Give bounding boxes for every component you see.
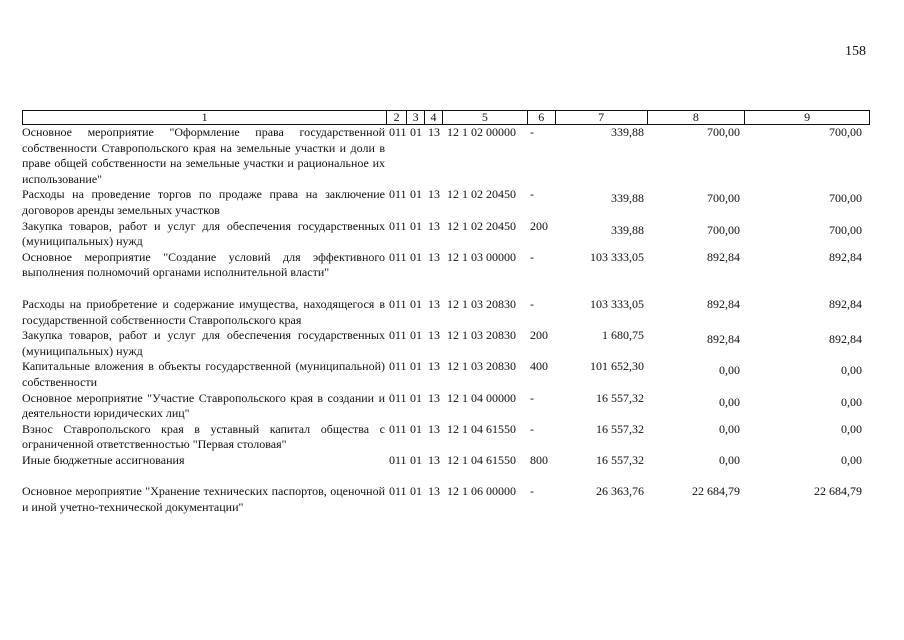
row-amount-col7: 1 680,75 bbox=[602, 328, 644, 343]
row-amount-col8: 0,00 bbox=[719, 421, 740, 436]
row-amount-col9: 892,84 bbox=[829, 296, 862, 311]
row-code-pr: 13 bbox=[428, 359, 440, 374]
row-amount-col9: 0,00 bbox=[841, 394, 862, 409]
row-code-vr: - bbox=[530, 249, 534, 264]
row-code-rz: 01 bbox=[410, 390, 422, 405]
row-code-rz: 01 bbox=[410, 218, 422, 233]
row-amount-col8: 22 684,79 bbox=[692, 484, 740, 499]
header-col-7: 7 bbox=[556, 111, 648, 124]
row-code-csr: 12 1 04 61550 bbox=[447, 452, 516, 467]
row-code-csr: 12 1 02 20450 bbox=[447, 187, 516, 202]
header-col-6: 6 bbox=[528, 111, 556, 124]
table-row bbox=[22, 391, 870, 422]
row-code-csr: 12 1 03 00000 bbox=[447, 249, 516, 264]
row-code-vr: - bbox=[530, 125, 534, 139]
row-amount-col7: 16 557,32 bbox=[596, 452, 644, 467]
table-row bbox=[22, 328, 870, 359]
row-description: Закупка товаров, работ и услуг для обеспечения государственных (муниципальных) нужд bbox=[22, 328, 385, 358]
row-amount-col8: 700,00 bbox=[707, 125, 740, 139]
row-code-gr: 011 bbox=[389, 359, 407, 374]
row-amount-col8: 0,00 bbox=[719, 452, 740, 467]
row-code-vr: - bbox=[530, 421, 534, 436]
row-code-rz: 01 bbox=[410, 187, 422, 202]
row-amount-col8: 700,00 bbox=[707, 191, 740, 206]
header-col-4: 4 bbox=[425, 111, 443, 124]
row-amount-col8: 700,00 bbox=[707, 222, 740, 237]
row-code-gr: 011 bbox=[389, 218, 407, 233]
row-code-vr: 800 bbox=[530, 452, 548, 467]
row-code-gr: 011 bbox=[389, 249, 407, 264]
row-code-csr: 12 1 06 00000 bbox=[447, 484, 516, 499]
row-description: Иные бюджетные ассигнования bbox=[22, 452, 185, 467]
row-description: Закупка товаров, работ и услуг для обеспечения государственных (муниципальных) нужд bbox=[22, 218, 385, 249]
table-row bbox=[22, 359, 870, 390]
row-code-csr: 12 1 04 61550 bbox=[447, 421, 516, 436]
table-row bbox=[22, 125, 870, 187]
row-amount-col9: 892,84 bbox=[829, 332, 862, 347]
row-description: Расходы на проведение торгов по продаже права на заключение договоров аренды земельных участков bbox=[22, 187, 385, 217]
row-code-pr: 13 bbox=[428, 390, 440, 405]
row-code-pr: 13 bbox=[428, 249, 440, 264]
row-code-csr: 12 1 03 20830 bbox=[447, 359, 516, 374]
header-col-5: 5 bbox=[443, 111, 528, 124]
row-amount-col7: 16 557,32 bbox=[596, 390, 644, 405]
header-col-9: 9 bbox=[804, 110, 811, 124]
row-code-vr: - bbox=[530, 484, 534, 499]
row-amount-col9: 700,00 bbox=[829, 222, 862, 237]
row-code-vr: 400 bbox=[530, 359, 548, 374]
row-code-vr: 200 bbox=[530, 328, 548, 343]
row-code-csr: 12 1 02 20450 bbox=[447, 218, 516, 233]
row-code-csr: 12 1 03 20830 bbox=[447, 328, 516, 343]
header-col-1: 1 bbox=[23, 111, 387, 124]
row-code-rz: 01 bbox=[410, 452, 422, 467]
row-code-pr: 13 bbox=[428, 218, 440, 233]
header-col-8: 8 bbox=[648, 111, 746, 124]
header-col-2: 2 bbox=[387, 111, 407, 124]
row-code-rz: 01 bbox=[410, 359, 422, 374]
row-description: Основное мероприятие "Оформление права государственной собственности Ставропольского края на земельные участки и доли в праве общей собственности на земельные участки и рациональное их использование" bbox=[22, 125, 385, 186]
row-amount-col9: 22 684,79 bbox=[814, 484, 862, 499]
table-row bbox=[22, 297, 870, 328]
row-description: Основное мероприятие "Участие Ставропольского края в создании и деятельности юридических лиц" bbox=[22, 390, 385, 421]
row-amount-col8: 0,00 bbox=[719, 363, 740, 378]
row-amount-col7: 339,88 bbox=[611, 222, 644, 237]
row-amount-col7: 103 333,05 bbox=[590, 296, 644, 311]
table-row bbox=[22, 422, 870, 453]
row-code-gr: 011 bbox=[389, 390, 407, 405]
row-amount-col8: 892,84 bbox=[707, 249, 740, 264]
row-code-gr: 011 bbox=[389, 187, 407, 202]
table-row bbox=[22, 219, 870, 250]
page-number: 158 bbox=[845, 44, 866, 59]
row-code-vr: - bbox=[530, 187, 534, 202]
row-amount-col7: 339,88 bbox=[611, 191, 644, 206]
row-code-rz: 01 bbox=[410, 296, 422, 311]
row-code-gr: 011 bbox=[389, 125, 407, 139]
table-row bbox=[22, 250, 870, 281]
row-code-rz: 01 bbox=[410, 484, 422, 499]
row-description: Основное мероприятие "Хранение технических паспортов, оценочной и иной учетно-технической документации" bbox=[22, 484, 385, 515]
table-row bbox=[22, 484, 870, 515]
row-amount-col9: 0,00 bbox=[841, 452, 862, 467]
row-code-pr: 13 bbox=[428, 296, 440, 311]
row-code-rz: 01 bbox=[410, 125, 422, 139]
row-amount-col9: 700,00 bbox=[829, 191, 862, 206]
header-col-3: 3 bbox=[407, 111, 425, 124]
row-amount-col7: 16 557,32 bbox=[596, 421, 644, 436]
row-amount-col9: 892,84 bbox=[829, 249, 862, 264]
row-code-pr: 13 bbox=[428, 452, 440, 467]
row-description: Капитальные вложения в объекты государственной (муниципальной) собственности bbox=[22, 359, 385, 389]
row-code-rz: 01 bbox=[410, 249, 422, 264]
row-code-pr: 13 bbox=[428, 187, 440, 202]
row-amount-col7: 26 363,76 bbox=[596, 484, 644, 499]
row-code-gr: 011 bbox=[389, 452, 407, 467]
row-amount-col8: 892,84 bbox=[707, 332, 740, 347]
row-description: Расходы на приобретение и содержание имущества, находящегося в государственной собственности Ставропольского края bbox=[22, 296, 385, 327]
table-row bbox=[22, 453, 870, 469]
row-code-gr: 011 bbox=[389, 484, 407, 499]
row-code-csr: 12 1 02 00000 bbox=[447, 125, 516, 139]
row-code-gr: 011 bbox=[389, 296, 407, 311]
row-amount-col9: 700,00 bbox=[829, 125, 862, 139]
row-amount-col7: 103 333,05 bbox=[590, 249, 644, 264]
table-header-row bbox=[22, 110, 870, 125]
row-code-pr: 13 bbox=[428, 421, 440, 436]
row-description: Взнос Ставропольского края в уставный капитал общества с ограниченной ответственностью "Первая столовая" bbox=[22, 421, 385, 452]
row-amount-col9: 0,00 bbox=[841, 363, 862, 378]
row-code-gr: 011 bbox=[389, 421, 407, 436]
budget-table bbox=[22, 110, 870, 516]
row-code-rz: 01 bbox=[410, 421, 422, 436]
row-description: Основное мероприятие "Создание условий для эффективного выполнения полномочий органами исполнительной власти" bbox=[22, 249, 385, 280]
row-amount-col8: 892,84 bbox=[707, 296, 740, 311]
row-code-vr: - bbox=[530, 296, 534, 311]
row-code-pr: 13 bbox=[428, 125, 440, 139]
row-amount-col7: 101 652,30 bbox=[590, 359, 644, 374]
row-amount-col8: 0,00 bbox=[719, 394, 740, 409]
row-code-pr: 13 bbox=[428, 328, 440, 343]
row-code-rz: 01 bbox=[410, 328, 422, 343]
row-code-vr: 200 bbox=[530, 218, 548, 233]
row-code-pr: 13 bbox=[428, 484, 440, 499]
row-code-gr: 011 bbox=[389, 328, 407, 343]
row-code-csr: 12 1 03 20830 bbox=[447, 296, 516, 311]
row-code-csr: 12 1 04 00000 bbox=[447, 390, 516, 405]
row-code-vr: - bbox=[530, 390, 534, 405]
row-amount-col7: 339,88 bbox=[611, 125, 644, 139]
row-amount-col9: 0,00 bbox=[841, 421, 862, 436]
table-row bbox=[22, 187, 870, 218]
